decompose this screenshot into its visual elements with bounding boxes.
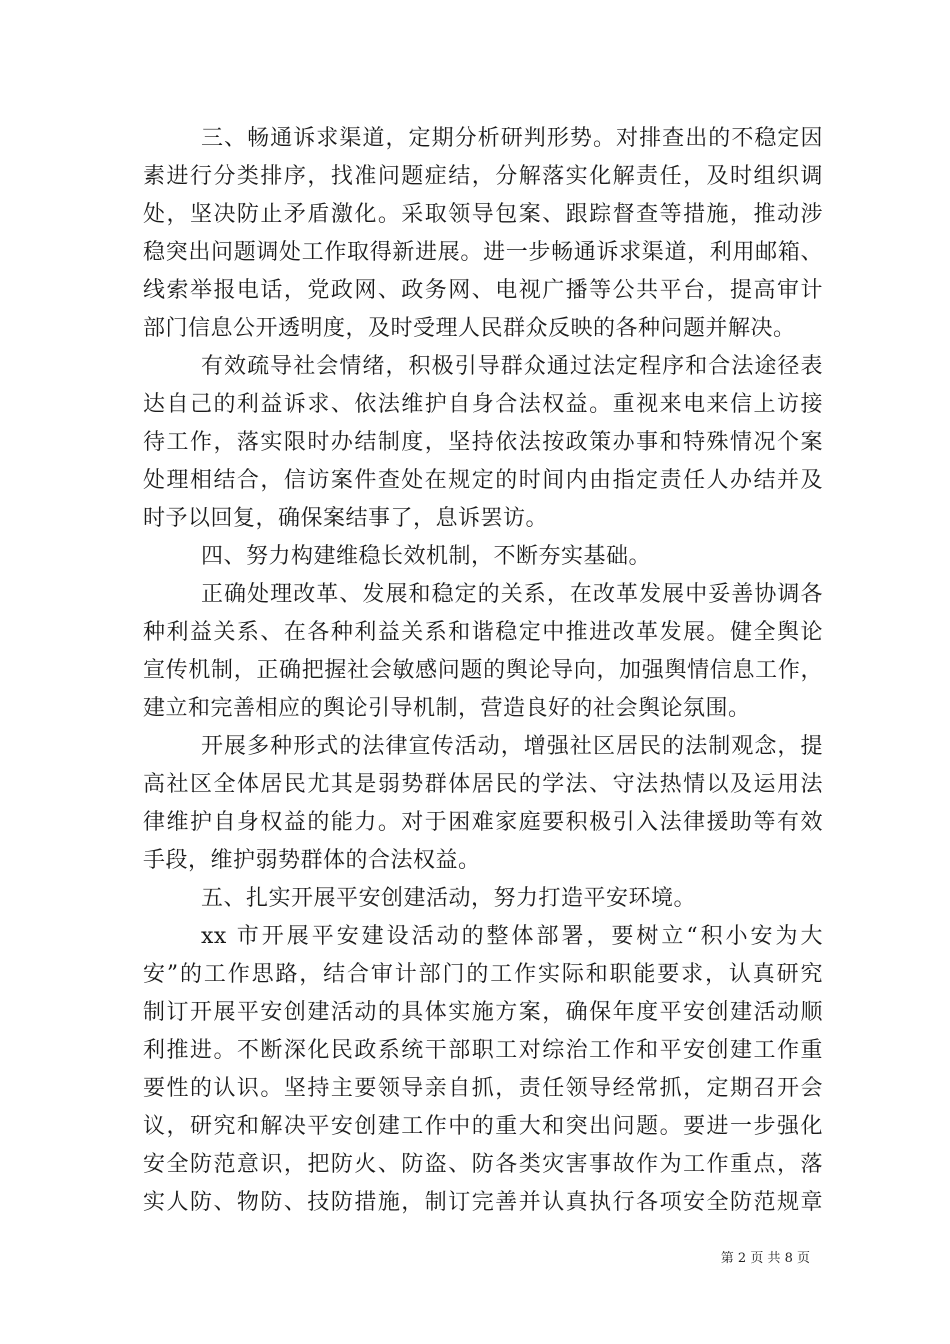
page-number: 第 2 页 共 8 页 [720,1251,810,1266]
body-text [143,120,823,1222]
text-line: 达自己的利益诉求、依法维护自身合法权益。重视来电来信上访接 [143,392,823,417]
text-line: 律维护自身权益的能力。对于困难家庭要积极引入法律援助等有效 [143,810,823,835]
text-line: 实人防、物防、技防措施，制订完善并认真执行各项安全防范规章 [143,1190,823,1215]
text-line: 安全防范意识，把防火、防盗、防各类灾害事故作为工作重点，落 [143,1152,823,1177]
text-line: 处理相结合，信访案件查处在规定的时间内由指定责任人办结并及 [143,468,823,493]
text-line: 利推进。不断深化民政系统干部职工对综治工作和平安创建工作重 [143,1038,823,1063]
text-line: 宣传机制，正确把握社会敏感问题的舆论导向，加强舆情信息工作， [143,658,823,683]
text-line: 手段，维护弱势群体的合法权益。 [143,848,481,873]
text-line: 建立和完善相应的舆论引导机制，营造良好的社会舆论氛围。 [143,696,751,721]
text-line: 素进行分类排序，找准问题症结，分解落实化解责任，及时组织调 [143,164,823,189]
text-line: 时予以回复，确保案结事了，息诉罢访。 [143,506,549,531]
text-line: 种利益关系、在各种利益关系和谐稳定中推进改革发展。健全舆论 [143,620,823,645]
text-line: 三、畅通诉求渠道，定期分析研判形势。对排查出的不稳定因 [201,126,823,151]
text-line: 待工作，落实限时办结制度，坚持依法按政策办事和特殊情况个案 [143,430,823,455]
text-line: 处，坚决防止矛盾激化。采取领导包案、跟踪督查等措施，推动涉 [143,202,823,227]
text-line: 四、努力构建维稳长效机制，不断夯实基础。 [201,544,652,569]
text-line: 要性的认识。坚持主要领导亲自抓，责任领导经常抓，定期召开会 [143,1076,823,1101]
text-line: 有效疏导社会情绪，积极引导群众通过法定程序和合法途径表 [201,354,823,379]
text-line: 线索举报电话，党政网、政务网、电视广播等公共平台，提高审计 [143,278,823,303]
text-line: 正确处理改革、发展和稳定的关系，在改革发展中妥善协调各 [201,582,823,607]
text-line: 议，研究和解决平安创建工作中的重大和突出问题。要进一步强化 [143,1114,823,1139]
text-line: 五、扎实开展平安创建活动，努力打造平安环境。 [201,886,697,911]
text-line: 安”的工作思路，结合审计部门的工作实际和职能要求，认真研究 [143,962,823,987]
text-line: 制订开展平安创建活动的具体实施方案，确保年度平安创建活动顺 [143,1000,823,1025]
text-line: 部门信息公开透明度，及时受理人民群众反映的各种问题并解决。 [143,316,796,341]
text-line: 稳突出问题调处工作取得新进展。进一步畅通诉求渠道，利用邮箱、 [143,240,823,265]
text-line: 高社区全体居民尤其是弱势群体居民的学法、守法热情以及运用法 [143,772,823,797]
text-line: 开展多种形式的法律宣传活动，增强社区居民的法制观念，提 [201,734,823,759]
text-line: xx 市开展平安建设活动的整体部署，要树立“积小安为大 [201,924,823,949]
